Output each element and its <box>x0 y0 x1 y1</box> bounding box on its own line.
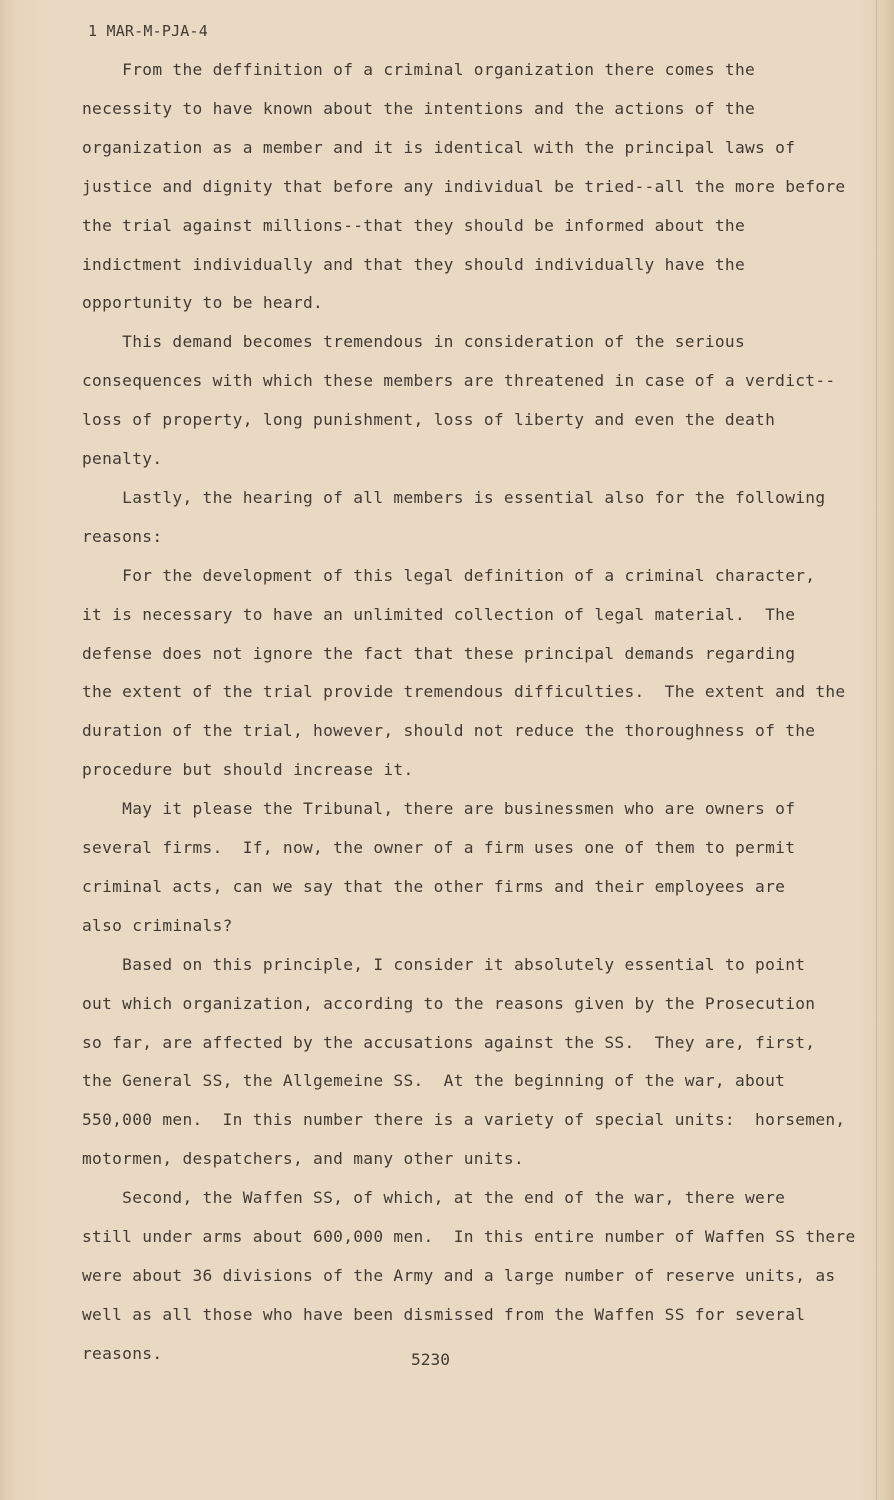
text-line: opportunity to be heard. <box>82 293 324 313</box>
text-line: Second, the Waffen SS, of which, at the end of the war, there were <box>82 1188 786 1208</box>
text-line: From the deffinition of a criminal organization there comes the <box>82 60 756 79</box>
text-line: duration of the trial, however, should not reduce the thoroughness of the <box>82 721 816 741</box>
text-line: This demand becomes tremendous in consideration of the serious <box>82 332 746 352</box>
text-line: the trial against millions--that they should be informed about the <box>82 215 746 235</box>
text-line: still under arms about 600,000 men. In this entire number of Waffen SS there <box>82 1227 856 1246</box>
text-line: reasons: <box>82 526 163 546</box>
text-line: also criminals? <box>82 915 233 935</box>
page-number: 5230 <box>411 1350 450 1369</box>
text-line: organization as a member and it is identical with the principal laws of <box>82 137 796 157</box>
text-line: justice and dignity that before any individual be tried--all the more before <box>82 176 846 196</box>
text-line: procedure but should increase it. <box>82 760 414 780</box>
text-line: reasons. <box>82 1343 163 1363</box>
text-line: Lastly, the hearing of all members is essential also for the following <box>82 487 826 507</box>
text-line: Based on this principle, I consider it absolutely essential to point <box>82 954 806 974</box>
text-line: it is necessary to have an unlimited collection of legal material. The <box>82 604 796 624</box>
document-header: 1 MAR-M-PJA-4 <box>88 22 208 40</box>
text-line: indictment individually and that they should individually have the <box>82 254 746 274</box>
text-line: necessity to have known about the intentions and the actions of the <box>82 98 756 118</box>
text-line: penalty. <box>82 449 163 468</box>
text-line: several firms. If, now, the owner of a firm uses one of them to permit <box>82 838 796 857</box>
text-line: consequences with which these members are threatened in case of a verdict-- <box>82 371 836 391</box>
text-line: 550,000 men. In this number there is a variety of special units: horsemen, <box>82 1110 846 1130</box>
text-line: loss of property, long punishment, loss of liberty and even the death <box>82 410 776 430</box>
text-line: out which organization, according to the reasons given by the Prosecution <box>82 993 816 1013</box>
text-line: motormen, despatchers, and many other units. <box>82 1149 525 1169</box>
text-line: the General SS, the Allgemeine SS. At the beginning of the war, about <box>82 1071 786 1091</box>
text-line: defense does not ignore the fact that these principal demands regarding <box>82 643 796 663</box>
text-line: the extent of the trial provide tremendous difficulties. The extent and the <box>82 682 846 702</box>
text-line: May it please the Tribunal, there are businessmen who are owners of <box>82 799 796 819</box>
page-edge-line <box>876 0 877 1500</box>
text-line: well as all those who have been dismissed from the Waffen SS for several <box>82 1304 806 1324</box>
text-line: criminal acts, can we say that the other firms and their employees are <box>82 876 786 896</box>
text-line: For the development of this legal definition of a criminal character, <box>82 565 816 585</box>
text-line: were about 36 divisions of the Army and a large number of reserve units, as <box>82 1265 836 1285</box>
text-line: so far, are affected by the accusations against the SS. They are, first, <box>82 1032 816 1052</box>
